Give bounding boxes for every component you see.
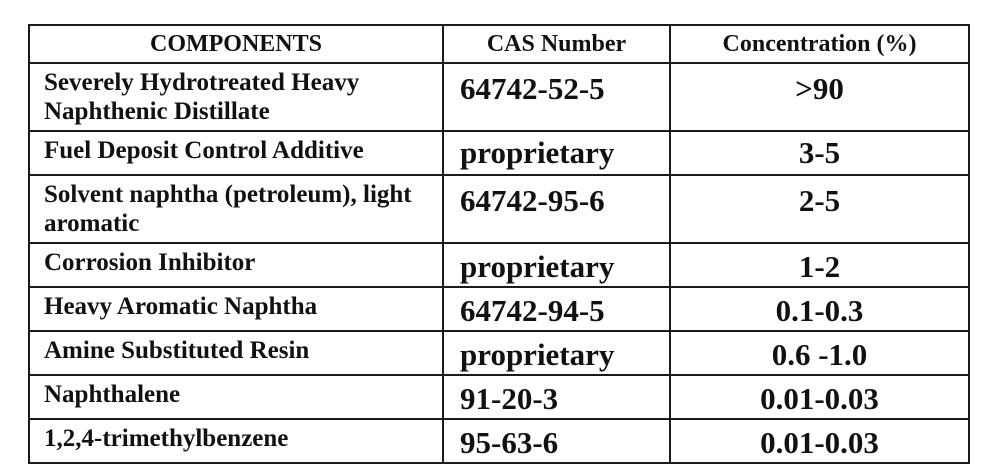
component-cell: 1,2,4-trimethylbenzene — [29, 419, 443, 463]
table-header-row — [29, 25, 969, 63]
cas-cell: 64742-95-6 — [443, 175, 670, 243]
table-row — [29, 175, 969, 243]
component-cell: Amine Substituted Resin — [29, 331, 443, 375]
cas-cell: 95-63-6 — [443, 419, 670, 463]
component-cell: Heavy Aromatic Naphtha — [29, 287, 443, 331]
component-cell: Naphthalene — [29, 375, 443, 419]
header-components: COMPONENTS — [29, 25, 443, 63]
component-cell: Fuel Deposit Control Additive — [29, 131, 443, 175]
table-row — [29, 63, 969, 131]
cas-cell: proprietary — [443, 131, 670, 175]
table-row — [29, 419, 969, 463]
composition-table-container — [28, 24, 968, 464]
concentration-cell: 3-5 — [670, 131, 969, 175]
header-concentration: Concentration (%) — [670, 25, 969, 63]
table-row — [29, 243, 969, 287]
concentration-cell: 0.01-0.03 — [670, 375, 969, 419]
component-cell: Solvent naphtha (petroleum), light aromatic — [29, 175, 443, 243]
concentration-cell: >90 — [670, 63, 969, 131]
table-row — [29, 331, 969, 375]
cas-cell: proprietary — [443, 331, 670, 375]
component-cell: Corrosion Inhibitor — [29, 243, 443, 287]
cas-cell: proprietary — [443, 243, 670, 287]
concentration-cell: 0.6 -1.0 — [670, 331, 969, 375]
component-cell: Severely Hydrotreated Heavy Naphthenic Distillate — [29, 63, 443, 131]
concentration-cell: 1-2 — [670, 243, 969, 287]
table-row — [29, 287, 969, 331]
table-row — [29, 375, 969, 419]
concentration-cell: 2-5 — [670, 175, 969, 243]
concentration-cell: 0.1-0.3 — [670, 287, 969, 331]
composition-table — [28, 24, 970, 464]
cas-cell: 64742-94-5 — [443, 287, 670, 331]
cas-cell: 91-20-3 — [443, 375, 670, 419]
table-row — [29, 131, 969, 175]
concentration-cell: 0.01-0.03 — [670, 419, 969, 463]
cas-cell: 64742-52-5 — [443, 63, 670, 131]
header-cas-number: CAS Number — [443, 25, 670, 63]
